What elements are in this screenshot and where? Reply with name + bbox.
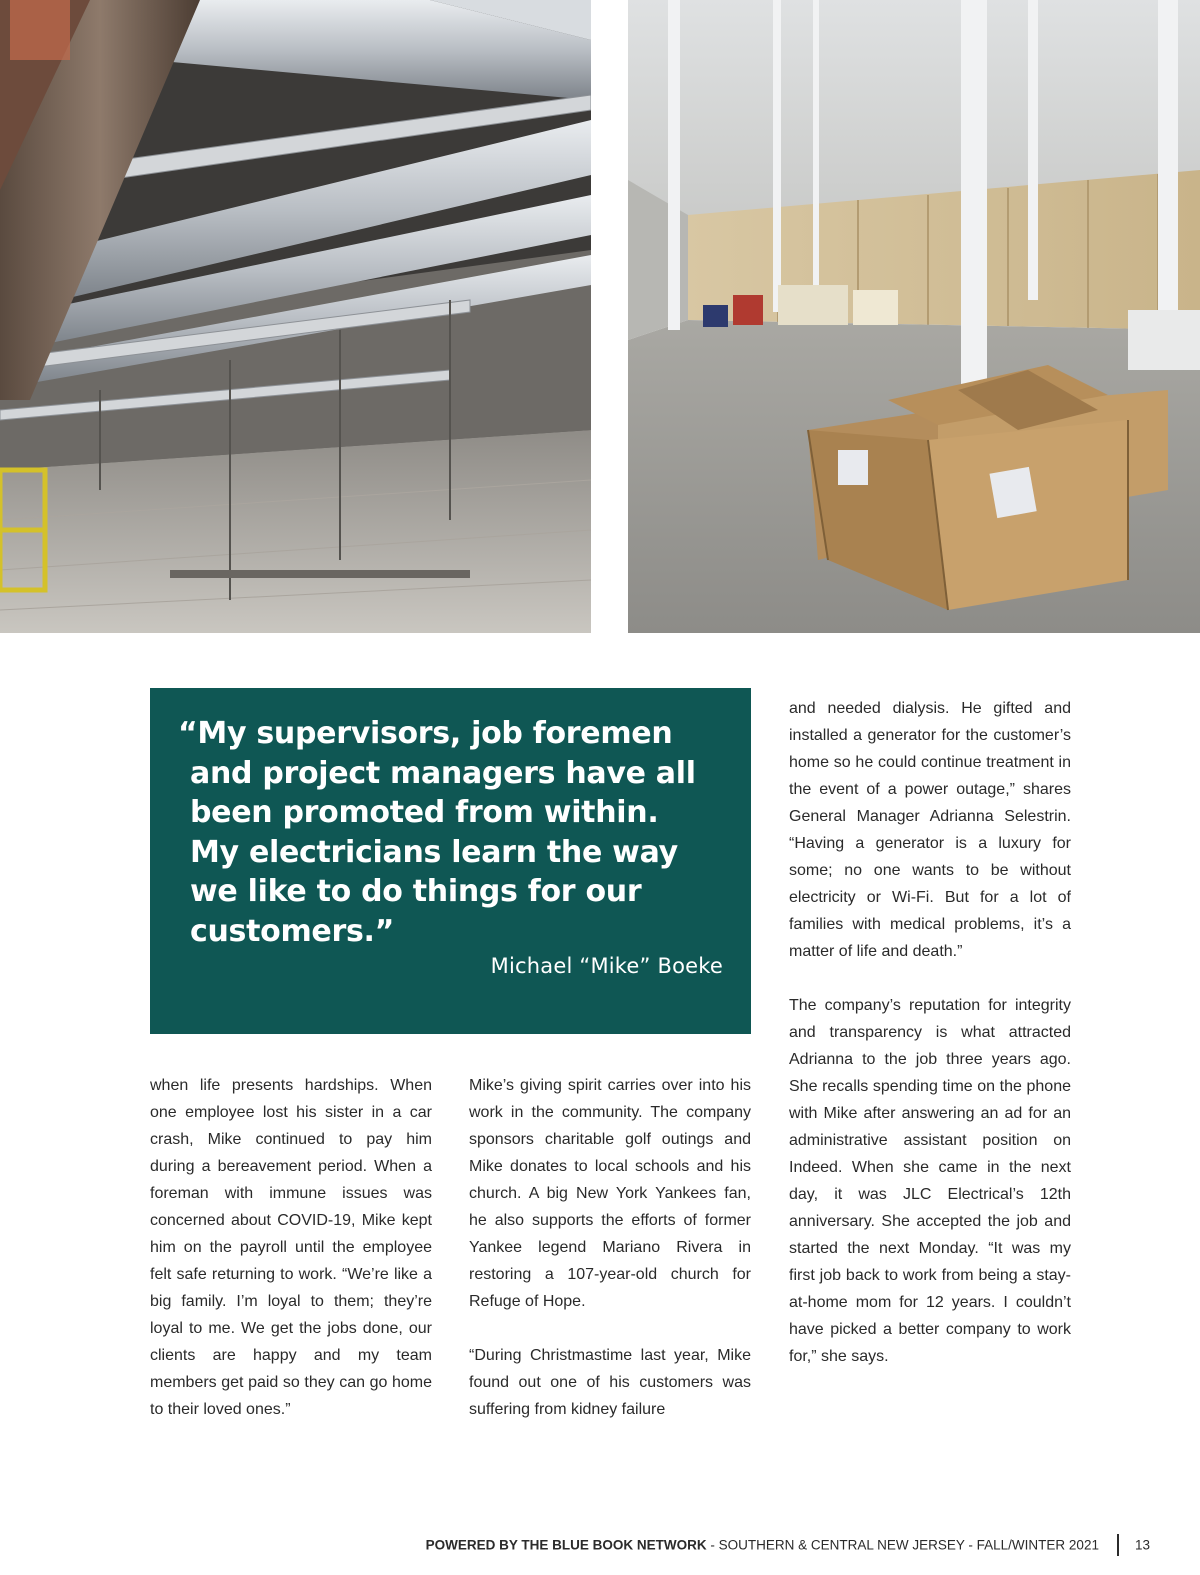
pull-quote-attribution: Michael “Mike” Boeke — [490, 954, 723, 978]
footer-edition: - SOUTHERN & CENTRAL NEW JERSEY - FALL/WINTER 2021 — [706, 1537, 1099, 1553]
page-footer — [0, 1535, 1150, 1561]
paragraph: when life presents hardships. When one employee lost his sister in a car crash, Mike continued to pay him during a bereavement period. When a foreman with immune issues was concerned about COVID-19, Mike kept him on the payroll until the employee felt safe returning to work. “We’re like a big family. I’m loyal to them; they’re loyal to me. We get the jobs done, our clients are happy and my team members get paid so they can go home to their loved ones.” — [150, 1077, 432, 1418]
paragraph: The company’s reputation for integrity and transparency is what attracted Adrianna to the job three years ago. She recalls spending time on the phone with Mike after answering an ad for an administrative assistant position on Indeed. When she came in the next day, it was JLC Electrical’s 12th anniversary. She accepted the job and started the next Monday. “It was my first job back to work from being a stay-at-home mom for 12 years. I couldn’t have picked a better company to work for,” she says. — [789, 997, 1071, 1365]
paragraph: “During Christmastime last year, Mike found out one of his customers was suffering from kidney failure — [469, 1347, 751, 1418]
page-number: 13 — [1134, 1537, 1150, 1553]
pull-quote-text: “My supervisors, job foremen and project managers have all been promoted from within. My electricians learn the way we like to do things for our customers.” — [178, 716, 696, 949]
footer-divider — [1117, 1534, 1119, 1556]
article-column-2 — [469, 1072, 751, 1423]
article-column-3 — [789, 695, 1071, 1370]
pull-quote-box — [150, 688, 751, 1034]
photo-ceiling-pipes — [0, 0, 591, 633]
paragraph: Mike’s giving spirit carries over into his work in the community. The company sponsors charitable golf outings and Mike donates to local schools and his church. A big New York Yankees fan, he also supports the efforts of former Yankee legend Mariano Rivera in restoring a 107-year-old church for Refuge of Hope. — [469, 1077, 751, 1310]
photo-warehouse-crates — [628, 0, 1200, 633]
article-column-1 — [150, 1072, 432, 1423]
paragraph: and needed dialysis. He gifted and installed a generator for the customer’s home so he could continue treatment in the event of a power outage,” shares General Manager Adrianna Selestrin. “Having a generator is a luxury for some; no one wants to be without electricity or Wi-Fi. But for a lot of families with medical problems, it’s a matter of life and death.” — [789, 700, 1071, 960]
footer-brand: POWERED BY THE BLUE BOOK NETWORK — [425, 1537, 707, 1553]
